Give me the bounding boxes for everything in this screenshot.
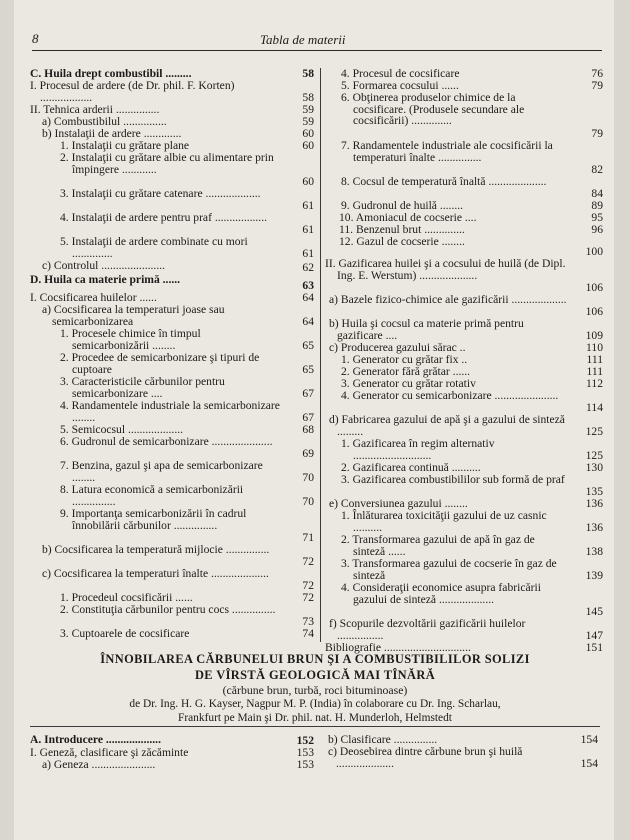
toc-entry-label: c) Controlul ...................... xyxy=(42,259,166,272)
toc-entry-label: c) Producerea gazului sărac .. xyxy=(329,341,466,354)
toc-entry-label: 10. Amoniacul de cocserie .... xyxy=(339,211,477,224)
toc-entry-label: d) Fabricarea gazului de apă şi a gazului de sinteză ......... xyxy=(329,413,565,438)
toc-entry-page: 61 xyxy=(302,247,314,261)
toc-entry-page: 84 xyxy=(591,187,603,201)
toc-entry-page: 136 xyxy=(585,497,603,511)
toc-entry-page: 72 xyxy=(302,591,314,605)
toc-entry-page: 112 xyxy=(586,377,603,391)
section-subtitle: (cărbune brun, turbă, roci bituminoase) xyxy=(222,683,408,697)
toc-entry-page: 70 xyxy=(302,495,314,509)
toc-entry-label: C. Huila drept combustibil ......... xyxy=(30,67,192,80)
section-heading xyxy=(30,651,600,725)
toc-entry-label: 1. Procedeul cocsificării ...... xyxy=(60,591,193,604)
toc-entry xyxy=(325,92,605,140)
toc-entry-page: 61 xyxy=(302,199,314,213)
toc-entry-page: 106 xyxy=(585,281,603,295)
toc-entry-page: 58 xyxy=(302,67,314,81)
toc-entry-label: 2. Procedee de semicarbonizare şi tipuri de cuptoare xyxy=(60,351,260,376)
toc-entry-page: 147 xyxy=(585,629,603,643)
toc-entry-page: 154 xyxy=(580,733,598,747)
toc-entry-page: 114 xyxy=(586,401,603,415)
toc-entry-page: 70 xyxy=(302,471,314,485)
toc-entry xyxy=(325,318,605,342)
toc-entry-page: 64 xyxy=(302,315,314,329)
toc-entry xyxy=(30,604,316,628)
toc-entry-label: 9. Gudronul de huilă ........ xyxy=(341,199,464,212)
toc-entry xyxy=(325,294,605,318)
toc-entry xyxy=(30,80,316,104)
toc-entry-page: 79 xyxy=(591,127,603,141)
toc-entry-label: c) Deosebirea dintre cărbune brun şi huilă .................... xyxy=(328,745,523,770)
toc-entry-label: 8. Cocsul de temperatură înaltă .................... xyxy=(341,175,547,188)
toc-entry-page: 69 xyxy=(302,447,314,461)
toc-entry-page: 59 xyxy=(302,103,314,117)
toc-entry xyxy=(30,212,316,236)
toc-entry-page: 106 xyxy=(585,305,603,319)
toc-entry-page: 61 xyxy=(302,223,314,237)
toc-entry-page: 139 xyxy=(585,569,603,583)
section-authors-line-1: de Dr. Ing. H. G. Kayser, Nagpur M. P. (India) în colaborare cu Dr. Ing. Scharlau, xyxy=(129,698,501,710)
toc-entry-page: 153 xyxy=(296,746,314,760)
toc-entry xyxy=(30,274,316,292)
toc-bottom-left xyxy=(30,734,316,771)
toc-entry-page: 76 xyxy=(591,67,603,81)
toc-entry-page: 145 xyxy=(585,605,603,619)
toc-entry-page: 79 xyxy=(591,79,603,93)
toc-entry-page: 125 xyxy=(585,449,603,463)
toc-entry-label: 2. Instalaţii cu grătare albie cu alimentare prin împingere ............ xyxy=(60,151,274,176)
toc-entry-label: 9. Importanţa semicarbonizării în cadrul înnobilării cărbunilor ............... xyxy=(60,507,247,532)
toc-entry xyxy=(325,414,605,438)
toc-entry-label: b) Clasificare ............... xyxy=(328,733,438,746)
toc-entry-page: 89 xyxy=(591,199,603,213)
toc-entry-label: 4. Generator cu semicarbonizare ...................... xyxy=(341,389,559,402)
toc-entry xyxy=(30,568,316,592)
toc-entry xyxy=(325,236,605,258)
toc-entry xyxy=(30,304,316,328)
running-header xyxy=(32,30,602,51)
toc-entry xyxy=(30,328,316,352)
toc-entry-page: 74 xyxy=(302,627,314,641)
toc-entry xyxy=(324,746,600,770)
toc-entry-page: 130 xyxy=(585,461,603,475)
toc-entry-label: Bibliografie .............................. xyxy=(325,641,471,654)
toc-entry xyxy=(30,436,316,460)
toc-entry-page: 151 xyxy=(585,641,603,655)
toc-entry-page: 152 xyxy=(296,734,314,748)
toc-entry-label: 1. Gazificarea în regim alternativ ........................... xyxy=(341,437,495,462)
toc-entry xyxy=(30,628,316,640)
toc-entry-label: a) Geneza ...................... xyxy=(42,758,156,771)
toc-entry xyxy=(325,140,605,176)
toc-entry-page: 65 xyxy=(302,363,314,377)
toc-entry-label: 6. Gudronul de semicarbonizare ..................... xyxy=(60,435,273,448)
toc-entry-page: 125 xyxy=(585,425,603,439)
toc-entry xyxy=(30,352,316,376)
toc-entry-label: 8. Latura economică a semicarbonizării ............... xyxy=(60,483,244,508)
toc-entry-page: 68 xyxy=(302,423,314,437)
toc-entry-label: 4. Procesul de cocsificare xyxy=(341,67,460,80)
toc-entry-page: 135 xyxy=(585,485,603,499)
toc-entry-page: 153 xyxy=(296,758,314,772)
toc-bottom-right xyxy=(324,734,600,770)
toc-entry-label: b) Cocsificarea la temperatură mijlocie ............... xyxy=(42,543,270,556)
toc-entry-page: 60 xyxy=(302,139,314,153)
toc-entry-label: 7. Randamentele industriale ale cocsificării la temperaturi înalte ............... xyxy=(341,139,553,164)
toc-entry xyxy=(30,400,316,424)
toc-entry xyxy=(30,544,316,568)
toc-entry xyxy=(30,260,316,274)
toc-entry-label: D. Huila ca materie primă ...... xyxy=(30,273,181,286)
toc-entry-label: 7. Benzina, gazul şi apa de semicarbonizare ........ xyxy=(60,459,263,484)
toc-entry-label: 4. Consideraţii economice asupra fabricării gazului de sinteză ................... xyxy=(341,581,541,606)
toc-right-column xyxy=(320,67,605,655)
toc-entry-label: a) Combustibilul ............... xyxy=(42,115,167,128)
toc-entry-page: 59 xyxy=(302,115,314,129)
toc-entry-label: 2. Gazificarea continuă .......... xyxy=(341,461,481,474)
toc-entry xyxy=(325,582,605,618)
toc-entry-label: 6. Obţinerea produselor chimice de la cocsificare. (Produsele secundare ale cocsificării) .............. xyxy=(341,91,525,128)
toc-entry-page: 65 xyxy=(302,339,314,353)
toc-entry-label: 2. Transformarea gazului de apă în gaz de sinteză ...... xyxy=(341,533,535,558)
toc-entry-label: 4. Randamentele industriale la semicarbonizare ........ xyxy=(60,399,280,424)
toc-entry-label: b) Huila şi cocsul ca materie primă pentru gazificare .... xyxy=(329,317,524,342)
page-number: 8 xyxy=(32,31,39,46)
toc-entry-page: 100 xyxy=(585,245,603,259)
toc-entry-label: 4. Instalaţii de ardere pentru praf .................. xyxy=(60,211,268,224)
toc-entry xyxy=(325,558,605,582)
toc-entry-page: 58 xyxy=(302,91,314,105)
toc-entry-label: 3. Transformarea gazului de cocserie în gaz de sinteză xyxy=(341,557,557,582)
toc-entry-label: 1. Procesele chimice în timpul semicarbonizării ........ xyxy=(60,327,201,352)
toc-entry xyxy=(30,188,316,212)
toc-entry-page: 64 xyxy=(302,291,314,305)
toc-entry-label: I. Cocsificarea huilelor ...... xyxy=(30,291,157,304)
toc-entry-label: c) Cocsificarea la temperaturi înalte .................... xyxy=(42,567,269,580)
toc-entry-label: a) Cocsificarea la temperaturi joase sau semicarbonizarea xyxy=(42,303,225,328)
toc-entry-page: 154 xyxy=(580,757,598,771)
toc-entry xyxy=(325,618,605,642)
toc-entry-page: 82 xyxy=(591,163,603,177)
toc-entry xyxy=(30,152,316,188)
toc-entry xyxy=(325,390,605,414)
toc-entry xyxy=(30,236,316,260)
toc-entry-label: 3. Gazificarea combustibililor sub formă de praf xyxy=(341,473,565,486)
toc-entry-label: e) Conversiunea gazului ........ xyxy=(329,497,468,510)
toc-entry xyxy=(325,474,605,498)
toc-entry xyxy=(30,508,316,544)
toc-entry-label: 2. Constituţia cărbunilor pentru cocs ............... xyxy=(60,603,276,616)
toc-entry-label: 11. Benzenul brut .............. xyxy=(339,223,465,236)
section-title-line-1: ÎNNOBILAREA CĂRBUNELUI BRUN ŞI A COMBUSTIBILILOR SOLIZI xyxy=(100,652,530,666)
toc-entry-page: 109 xyxy=(585,329,603,343)
toc-entry-page: 60 xyxy=(302,127,314,141)
toc-entry xyxy=(30,460,316,484)
toc-entry-page: 71 xyxy=(302,531,314,545)
toc-entry-label: A. Introducere ................... xyxy=(30,733,161,746)
toc-entry-page: 67 xyxy=(302,387,314,401)
toc-entry xyxy=(325,534,605,558)
section-title-line-2: DE VÎRSTĂ GEOLOGICĂ MAI TÎNĂRĂ xyxy=(194,668,436,682)
toc-entry-label: 2. Generator fără grătar ...... xyxy=(341,365,471,378)
toc-entry-page: 72 xyxy=(302,555,314,569)
toc-entry-label: 1. Înlăturarea toxicităţii gazului de uz casnic .......... xyxy=(341,509,547,534)
toc-entry-label: 3. Instalaţii cu grătare catenare ................... xyxy=(60,187,261,200)
toc-entry-page: 111 xyxy=(586,353,603,367)
toc-entry-label: I. Procesul de ardere (de Dr. phil. F. Korten) .................. xyxy=(30,79,235,104)
toc-entry-page: 110 xyxy=(586,341,603,355)
toc-entry xyxy=(325,258,605,294)
toc-entry-page: 73 xyxy=(302,615,314,629)
toc-entry-label: I. Geneză, clasificare şi zăcăminte xyxy=(30,746,189,759)
toc-entry-page: 60 xyxy=(302,175,314,189)
toc-entry-page: 136 xyxy=(585,521,603,535)
toc-entry-label: II. Gazificarea huilei şi a cocsului de huilă (de Dipl. Ing. E. Werstum) .................... xyxy=(325,257,566,282)
toc-entry-label: 12. Gazul de cocserie ........ xyxy=(339,235,465,248)
running-title: Tabla de materii xyxy=(260,32,346,47)
toc-entry-page: 96 xyxy=(591,223,603,237)
toc-entry-label: 1. Generator cu grătar fix .. xyxy=(341,353,468,366)
toc-left-column xyxy=(30,68,316,640)
toc-entry xyxy=(325,438,605,462)
toc-entry-label: a) Bazele fizico-chimice ale gazificării ................... xyxy=(329,293,567,306)
toc-entry-page: 72 xyxy=(302,579,314,593)
toc-entry-label: f) Scopurile dezvoltării gazificării huilelor ................ xyxy=(329,617,526,642)
divider xyxy=(30,726,600,727)
toc-entry-page: 67 xyxy=(302,411,314,425)
section-authors-line-2: Frankfurt pe Main şi Dr. phil. nat. H. Munderloh, Helmstedt xyxy=(178,712,452,724)
toc-entry xyxy=(30,759,316,771)
toc-entry xyxy=(30,376,316,400)
toc-entry-label: 5. Instalaţii de ardere combinate cu mori .............. xyxy=(60,235,248,260)
toc-entry-page: 63 xyxy=(302,279,314,293)
toc-entry xyxy=(30,484,316,508)
toc-entry-label: 1. Instalaţii cu grătare plane xyxy=(60,139,190,152)
toc-entry-label: 3. Caracteristicile cărbunilor pentru semicarbonizare .... xyxy=(60,375,225,400)
toc-entry-label: 5. Formarea cocsului ...... xyxy=(341,79,459,92)
toc-entry-label: 3. Generator cu grătar rotativ xyxy=(341,377,476,390)
book-page xyxy=(14,0,614,840)
toc-entry-page: 138 xyxy=(585,545,603,559)
toc-entry-label: b) Instalaţii de ardere ............. xyxy=(42,127,182,140)
toc-entry-label: 5. Semicocsul ................... xyxy=(60,423,184,436)
toc-entry-page: 62 xyxy=(302,261,314,275)
toc-entry-page: 95 xyxy=(591,211,603,225)
toc-entry xyxy=(325,510,605,534)
toc-entry-label: II. Tehnica arderii ............... xyxy=(30,103,160,116)
toc-entry-label: 3. Cuptoarele de cocsificare xyxy=(60,627,190,640)
toc-entry xyxy=(325,176,605,200)
toc-entry-page: 111 xyxy=(586,365,603,379)
